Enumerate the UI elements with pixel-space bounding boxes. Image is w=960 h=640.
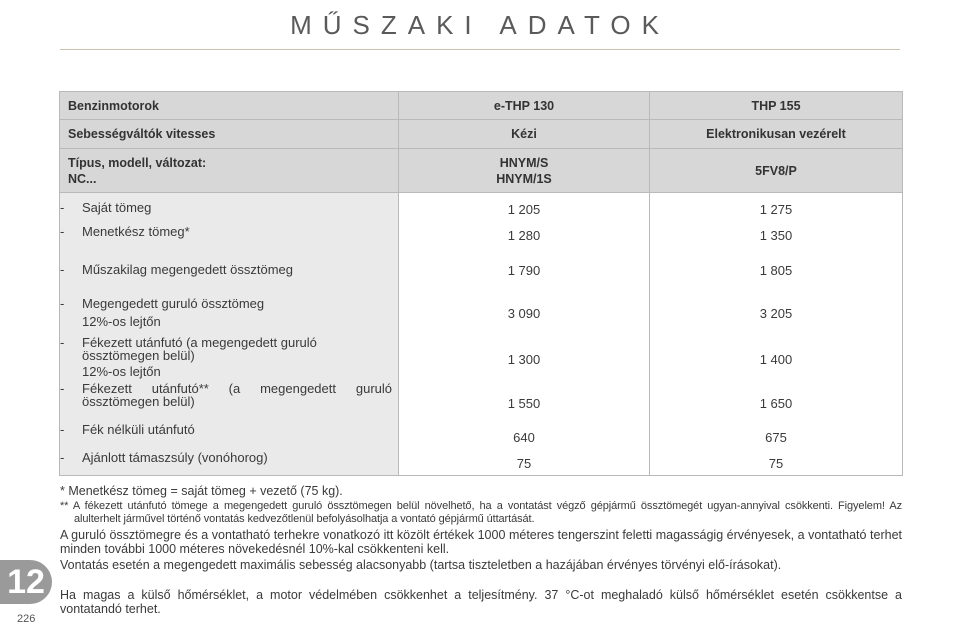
header-cell: Elektronikusan vezérelt [650,120,903,149]
paragraph-altitude: A guruló össztömegre és a vontatható terhekre vonatkozó itt közölt értékek 1000 méteres tengerszint feletti magasságig érvényesek, a vontatható terhet minden további 1000 méteres növekedésnél 10%-kal csökkenteni kell. [60,528,902,556]
paragraph-temperature: Ha magas a külső hőmérséklet, a motor védelmében csökkenhet a teljesítmény. 37 °C-ot meghaladó külső hőmérséklet esetén csökkentse a vontatandó terhet. [60,588,902,616]
labels-cell [60,193,399,476]
value-cell: 1 400 [759,352,793,367]
row-label: Megengedett guruló össztömeg [82,296,265,311]
footnote-2: ** A fékezett utánfutó tömege a megengedett guruló össztömegen belül növelhető, ha a vontatást végző gépjármű össztömegét ugyan-annyival csökkenti. Figyelem! Az alulterhelt járművel történő vontatás kedvezőtlenül befolyásolhatja a vontató gépjármű úttartását. [60,500,902,525]
page-title: MŰSZAKI ADATOK [290,10,670,40]
paragraph-speed: Vontatás esetén a megengedett maximális sebesség alacsonyabb (tartsa tiszteletben a hazájában érvényes törvényi elő-írásokat). [60,558,782,572]
values-column-1 [399,193,650,476]
dash: - [60,296,65,311]
header-cell: 5FV8/P [650,149,903,193]
header-cell: e-THP 130 [399,92,650,120]
row-label: Menetkész tömeg* [82,224,190,239]
footnote-1: * Menetkész tömeg = saját tömeg + vezető (75 kg). [60,484,343,498]
type-label-line2: NC... [68,171,97,186]
table-body-row [60,193,903,476]
value-cell: 1 275 [759,202,793,217]
header-cell: THP 155 [650,92,903,120]
type-value-line2: HNYM/1S [496,171,552,186]
row-label: Fékezett utánfutó** (a megengedett guruló össztömegen belül) [82,381,392,409]
header-cell: Kézi [399,120,650,149]
header-cell [60,149,399,193]
list-item [60,224,398,262]
list-item [60,422,398,450]
value-cell: 1 550 [507,396,541,411]
header-cell: Sebességváltók vitesses [60,120,399,149]
value-cell: 1 650 [759,396,793,411]
spec-table [59,91,903,476]
type-value-line1: HNYM/S [499,155,549,170]
type-label-line1: Típus, modell, változat: [68,155,207,170]
value-cell: 1 300 [507,352,541,367]
table-header-row [60,149,903,193]
dash: - [60,200,65,215]
dash: - [60,450,65,465]
value-cell: 75 [768,456,784,471]
row-sublabel: 12%-os lejtőn [82,364,161,379]
list-item [60,296,398,336]
list-item [60,336,398,382]
value-cell: 1 790 [507,263,541,278]
value-cell: 1 280 [507,228,541,243]
dash: - [60,224,65,239]
value-cell: 75 [516,456,532,471]
value-cell: 1 350 [759,228,793,243]
row-label: Fékezett utánfutó (a megengedett guruló össztömegen belül) [82,335,317,363]
row-label: Műszakilag megengedett össztömeg [82,262,294,277]
row-label: Ajánlott támaszsúly (vonóhorog) [82,450,268,465]
value-cell: 3 205 [759,306,793,321]
list-item [60,200,398,224]
value-cell: 640 [513,430,535,445]
list-item [60,382,398,422]
list-item [60,262,398,296]
values-column-2 [650,193,903,476]
table-header-row [60,120,903,149]
dash: - [60,381,65,396]
value-cell: 1 205 [507,202,541,217]
chapter-tab: 12 [0,560,52,604]
dash: - [60,422,65,437]
row-label: Saját tömeg [82,200,152,215]
table-header-row [60,92,903,120]
row-sublabel: 12%-os lejtőn [82,314,161,329]
page-number: 226 [17,613,36,625]
dash: - [60,262,65,277]
value-cell: 3 090 [507,306,541,321]
value-cell: 675 [765,430,787,445]
dash: - [60,335,65,350]
row-label: Fék nélküli utánfutó [82,422,195,437]
header-cell: Benzinmotorok [60,92,399,120]
header-cell [399,149,650,193]
title-divider [60,49,900,50]
value-cell: 1 805 [759,263,793,278]
list-item [60,450,398,468]
